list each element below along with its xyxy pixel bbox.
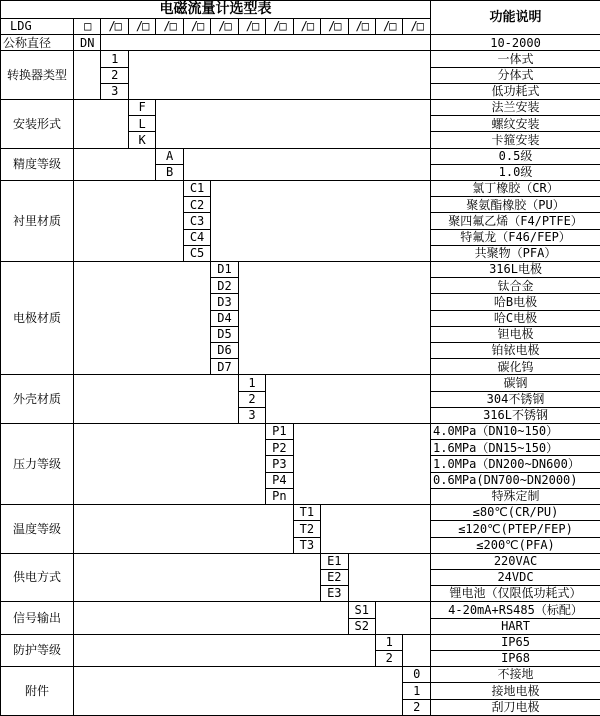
category-label: 精度等级 — [1, 148, 74, 180]
option-desc: 特氟龙（F46/FEP） — [431, 229, 600, 245]
spacer-cell — [156, 100, 431, 149]
option-desc: 1.0MPa（DN200~DN600） — [431, 456, 600, 472]
option-desc: 0.5级 — [431, 148, 600, 164]
option-code: L — [128, 116, 155, 132]
spacer-cell — [74, 602, 349, 634]
option-code: 1 — [375, 634, 402, 650]
spacer-cell — [74, 262, 211, 375]
option-code: 1 — [238, 375, 265, 391]
option-desc: 哈B电极 — [431, 294, 600, 310]
option-code: 3 — [101, 83, 128, 99]
option-desc: 氯丁橡胶（CR） — [431, 181, 600, 197]
option-desc: 4-20mA+RS485（标配） — [431, 602, 600, 618]
option-desc: 特殊定制 — [431, 488, 600, 504]
option-code: 0 — [403, 667, 431, 683]
option-code: S1 — [348, 602, 375, 618]
model-prefix: LDG — [1, 19, 74, 35]
option-desc: 碳钢 — [431, 375, 600, 391]
spacer-cell — [74, 100, 129, 149]
category-label: 安装形式 — [1, 100, 74, 149]
model-code-box: □ — [74, 19, 101, 35]
option-desc: IP65 — [431, 634, 600, 650]
option-code: D3 — [211, 294, 238, 310]
option-code: T1 — [293, 505, 320, 521]
option-desc: 螺纹安装 — [431, 116, 600, 132]
option-code: B — [156, 164, 183, 180]
category-label: 防护等级 — [1, 634, 74, 666]
model-slot-box: /□ — [101, 19, 128, 35]
option-desc: 24VDC — [431, 569, 600, 585]
model-slot-box: /□ — [211, 19, 238, 35]
spacer-cell — [183, 148, 430, 180]
spacer-cell — [74, 424, 266, 505]
option-code: DN — [74, 35, 101, 51]
category-label: 外壳材质 — [1, 375, 74, 424]
spacer-cell — [348, 553, 430, 602]
option-code: D5 — [211, 326, 238, 342]
option-code: K — [128, 132, 155, 148]
option-desc: 刮刀电极 — [431, 699, 600, 715]
option-code: D7 — [211, 359, 238, 375]
model-slot-box: /□ — [403, 19, 431, 35]
option-code: F — [128, 100, 155, 116]
function-description-header: 功能说明 — [431, 1, 600, 35]
option-desc: 0.6MPa(DN700~DN2000) — [431, 472, 600, 488]
option-code: D2 — [211, 278, 238, 294]
spacer-cell — [74, 667, 403, 716]
option-code: C3 — [183, 213, 210, 229]
option-code: C2 — [183, 197, 210, 213]
option-desc: 4.0MPa（DN10~150） — [431, 424, 600, 440]
spacer-cell — [74, 51, 101, 100]
category-label-diameter: 公称直径 — [1, 35, 74, 51]
model-slot-box: /□ — [156, 19, 183, 35]
option-code: P1 — [266, 424, 293, 440]
category-label: 温度等级 — [1, 505, 74, 554]
option-desc: 一体式 — [431, 51, 600, 67]
option-desc: 不接地 — [431, 667, 600, 683]
option-code: Pn — [266, 488, 293, 504]
option-desc: 304不锈钢 — [431, 391, 600, 407]
spacer-cell — [74, 505, 294, 554]
category-label: 附件 — [1, 667, 74, 716]
option-code: C5 — [183, 245, 210, 261]
spacer-cell — [266, 375, 431, 424]
option-desc: 接地电极 — [431, 683, 600, 699]
option-desc: 锂电池（仅限低功耗式） — [431, 586, 600, 602]
option-code: P2 — [266, 440, 293, 456]
option-code: A — [156, 148, 183, 164]
option-desc: 聚氨酯橡胶（PU） — [431, 197, 600, 213]
option-code: D6 — [211, 343, 238, 359]
option-desc: 1.0级 — [431, 164, 600, 180]
option-code: C4 — [183, 229, 210, 245]
option-code: E2 — [321, 569, 348, 585]
spacer-cell — [101, 35, 431, 51]
option-code: P4 — [266, 472, 293, 488]
table-title: 电磁流量计选型表 — [1, 1, 431, 19]
option-code: 1 — [101, 51, 128, 67]
model-slot-box: /□ — [321, 19, 348, 35]
option-desc: 1.6MPa（DN15~150） — [431, 440, 600, 456]
option-desc: 卡箍安装 — [431, 132, 600, 148]
category-label: 衬里材质 — [1, 181, 74, 262]
option-desc: ≤80℃(CR/PU) — [431, 505, 600, 521]
option-desc: ≤200℃(PFA) — [431, 537, 600, 553]
option-code: T3 — [293, 537, 320, 553]
spacer-cell — [74, 375, 239, 424]
option-code: T2 — [293, 521, 320, 537]
spacer-cell — [375, 602, 430, 634]
category-label: 信号输出 — [1, 602, 74, 634]
category-label: 压力等级 — [1, 424, 74, 505]
spacer-cell — [211, 181, 431, 262]
spacer-cell — [293, 424, 430, 505]
option-code: E1 — [321, 553, 348, 569]
model-slot-box: /□ — [293, 19, 320, 35]
spacer-cell — [321, 505, 431, 554]
spacer-cell — [74, 553, 321, 602]
model-slot-box: /□ — [266, 19, 293, 35]
model-slot-box: /□ — [348, 19, 375, 35]
option-code: D1 — [211, 262, 238, 278]
category-label: 电极材质 — [1, 262, 74, 375]
spacer-cell — [74, 148, 156, 180]
option-code: 3 — [238, 407, 265, 423]
option-desc: IP68 — [431, 650, 600, 666]
spacer-cell — [403, 634, 431, 666]
option-desc: 316L不锈钢 — [431, 407, 600, 423]
category-label: 转换器类型 — [1, 51, 74, 100]
option-desc: ≤120℃(PTEP/FEP) — [431, 521, 600, 537]
spacer-cell — [238, 262, 430, 375]
spacer-cell — [128, 51, 430, 100]
option-code: D4 — [211, 310, 238, 326]
model-slot-box: /□ — [238, 19, 265, 35]
option-desc: 钛合金 — [431, 278, 600, 294]
option-code: 2 — [375, 650, 402, 666]
option-code: C1 — [183, 181, 210, 197]
option-desc: 钽电极 — [431, 326, 600, 342]
model-slot-box: /□ — [128, 19, 155, 35]
spacer-cell — [74, 181, 184, 262]
category-label: 供电方式 — [1, 553, 74, 602]
model-slot-box: /□ — [375, 19, 402, 35]
option-code: 2 — [238, 391, 265, 407]
option-code: 2 — [403, 699, 431, 715]
option-code: E3 — [321, 586, 348, 602]
option-desc: 220VAC — [431, 553, 600, 569]
option-code: P3 — [266, 456, 293, 472]
option-code: S2 — [348, 618, 375, 634]
option-desc: HART — [431, 618, 600, 634]
option-desc: 低功耗式 — [431, 83, 600, 99]
option-desc: 法兰安装 — [431, 100, 600, 116]
option-code: 2 — [101, 67, 128, 83]
option-desc: 铂铱电极 — [431, 343, 600, 359]
option-desc: 分体式 — [431, 67, 600, 83]
option-desc: 聚四氟乙烯（F4/PTFE） — [431, 213, 600, 229]
spacer-cell — [74, 634, 376, 666]
option-desc: 共聚物（PFA） — [431, 245, 600, 261]
option-code: 1 — [403, 683, 431, 699]
option-desc: 316L电极 — [431, 262, 600, 278]
model-slot-box: /□ — [183, 19, 210, 35]
option-desc: 10-2000 — [431, 35, 600, 51]
option-desc: 碳化钨 — [431, 359, 600, 375]
option-desc: 哈C电极 — [431, 310, 600, 326]
